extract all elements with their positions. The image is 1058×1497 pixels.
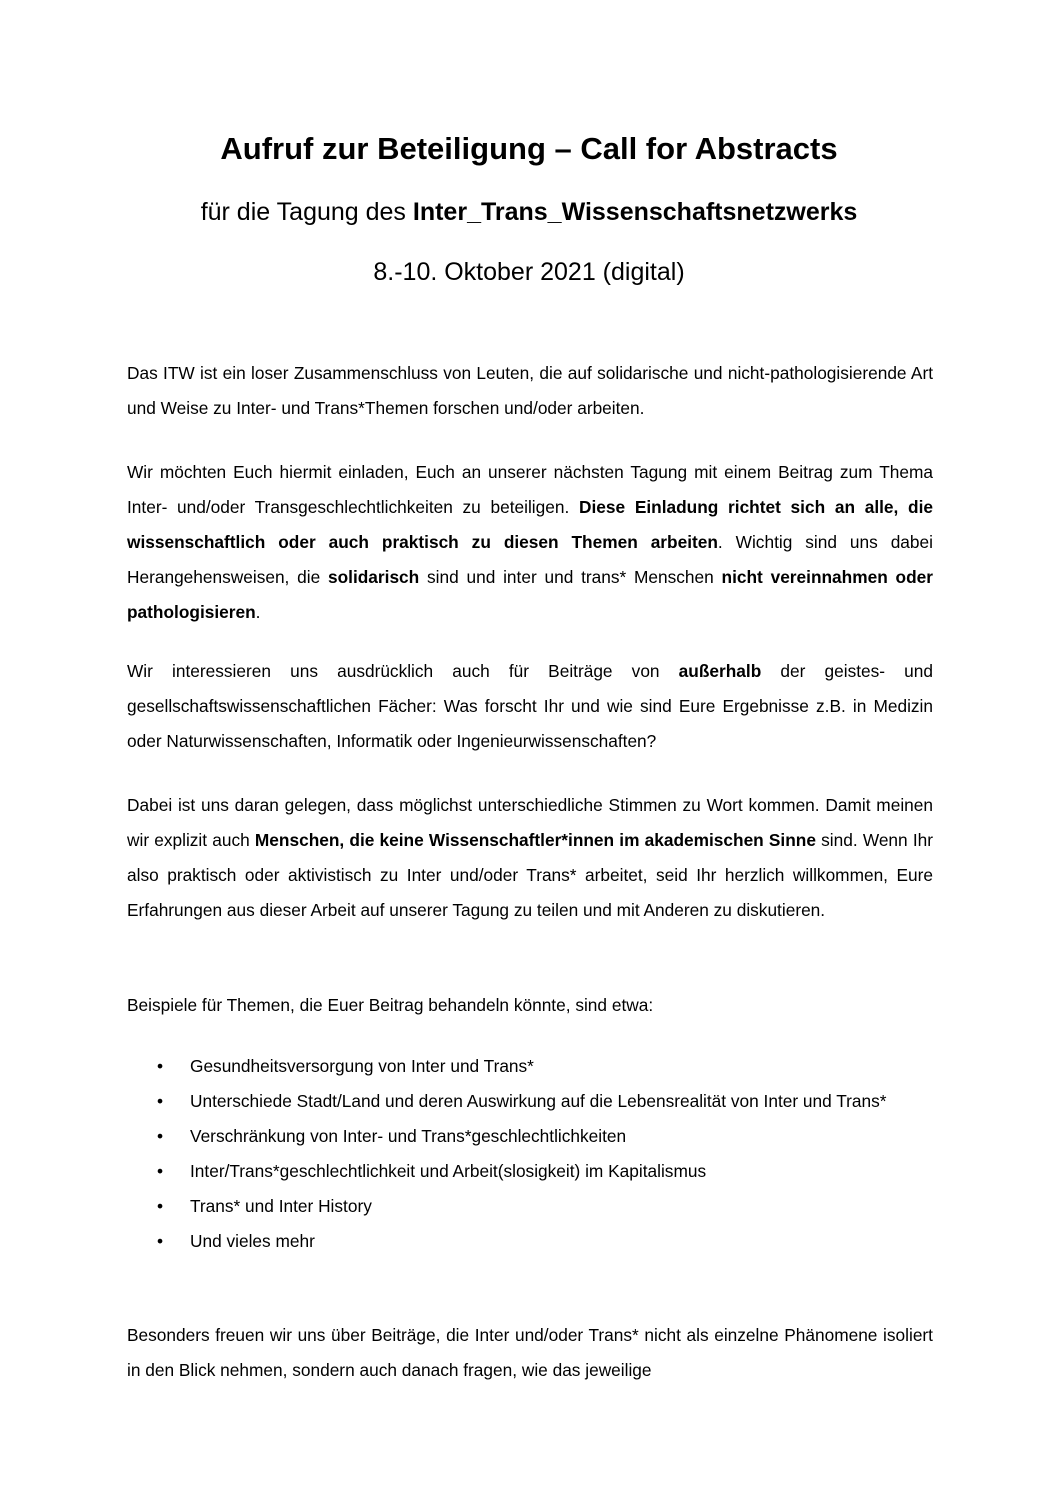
bold-segment: außerhalb: [678, 661, 762, 681]
document-subtitle: [0, 194, 1058, 230]
bullet-icon: •: [157, 1161, 164, 1181]
network-name: Inter_Trans_Wissenschaftsnetzwerks: [412, 198, 858, 226]
bold-segment: Diese Einladung richtet sich an alle, die wissenschaftlich oder auch praktisch zu diesen Themen arbeiten: [127, 497, 934, 552]
bold-segment: nicht vereinnahmen oder pathologisieren: [127, 567, 933, 622]
list-item: [127, 1189, 933, 1224]
bold-segment: Menschen, die keine Wissenschaftler*innen im akademischen Sinne: [254, 830, 816, 850]
list-item-text: Und vieles mehr: [190, 1231, 315, 1251]
bullet-icon: •: [157, 1196, 164, 1216]
list-item: [127, 1119, 933, 1154]
list-item: [127, 1224, 933, 1259]
bullet-icon: •: [157, 1056, 164, 1076]
text-segment: .: [255, 602, 261, 622]
topic-list: [127, 1049, 933, 1259]
list-item: [127, 1049, 933, 1084]
list-item: [127, 1154, 933, 1189]
list-item-text: Gesundheitsversorgung von Inter und Trans*: [190, 1056, 534, 1076]
list-item-text: Inter/Trans*geschlechtlichkeit und Arbeit(slosigkeit) im Kapitalismus: [190, 1161, 707, 1181]
paragraph-voices: [127, 788, 933, 928]
bullet-icon: •: [157, 1231, 164, 1251]
text-segment: sind und inter und trans* Menschen: [419, 567, 722, 587]
text-segment: der geistes- und gesellschaftswissenschaftlichen Fächer: Was forscht Ihr und wie sind Eure Ergebnisse z.B. in Medizin oder Naturwissenschaften, Informatik oder Ingenieurwissenschaften?: [127, 661, 933, 751]
list-item-text: Trans* und Inter History: [190, 1196, 372, 1216]
list-item: [127, 1084, 933, 1119]
event-date: 8.-10. Oktober 2021 (digital): [373, 258, 685, 286]
text-segment: Wir möchten Euch hiermit einladen, Euch an unserer nächsten Tagung mit einem Beitrag zum Thema Inter- und/oder Transgeschlechtlichkeiten zu beteiligen.: [127, 462, 933, 517]
text-segment: Wir interessieren uns ausdrücklich auch für Beiträge von: [127, 661, 679, 681]
list-item-text: Verschränkung von Inter- und Trans*geschlechtlichkeiten: [190, 1126, 627, 1146]
bullet-icon: •: [157, 1126, 164, 1146]
document-title: Aufruf zur Beteiligung – Call for Abstracts: [220, 131, 838, 166]
text-segment: Dabei ist uns daran gelegen, dass möglichst unterschiedliche Stimmen zu Wort kommen. Damit meinen wir explizit auch: [127, 795, 933, 850]
paragraph-invitation: [127, 455, 933, 630]
bold-segment: solidarisch: [327, 567, 420, 587]
paragraph-intersections: Besonders freuen wir uns über Beiträge, die Inter und/oder Trans* nicht als einzelne Phänomene isoliert in den Blick nehmen, sondern auch danach fragen, wie das jeweilige: [127, 1325, 933, 1380]
paragraph-intro: Das ITW ist ein loser Zusammenschluss von Leuten, die auf solidarische und nicht-pathologisierende Art und Weise zu Inter- und Trans*Themen forschen und/oder arbeiten.: [127, 363, 933, 418]
subtitle-prefix: für die Tagung des: [200, 198, 413, 226]
text-segment: sind. Wenn Ihr also praktisch oder aktivistisch zu Inter und/oder Trans* arbeitet, seid Ihr herzlich willkommen, Eure Erfahrungen aus dieser Arbeit auf unserer Tagung zu teilen und mit Anderen zu diskutieren.: [127, 830, 934, 920]
paragraph-disciplines: [127, 654, 933, 759]
bullet-icon: •: [157, 1091, 164, 1111]
text-segment: . Wichtig sind uns dabei Herangehensweisen, die: [127, 532, 933, 587]
paragraph-examples-intro: Beispiele für Themen, die Euer Beitrag behandeln könnte, sind etwa:: [127, 995, 654, 1015]
list-item-text: Unterschiede Stadt/Land und deren Auswirkung auf die Lebensrealität von Inter und Trans*: [190, 1091, 887, 1111]
